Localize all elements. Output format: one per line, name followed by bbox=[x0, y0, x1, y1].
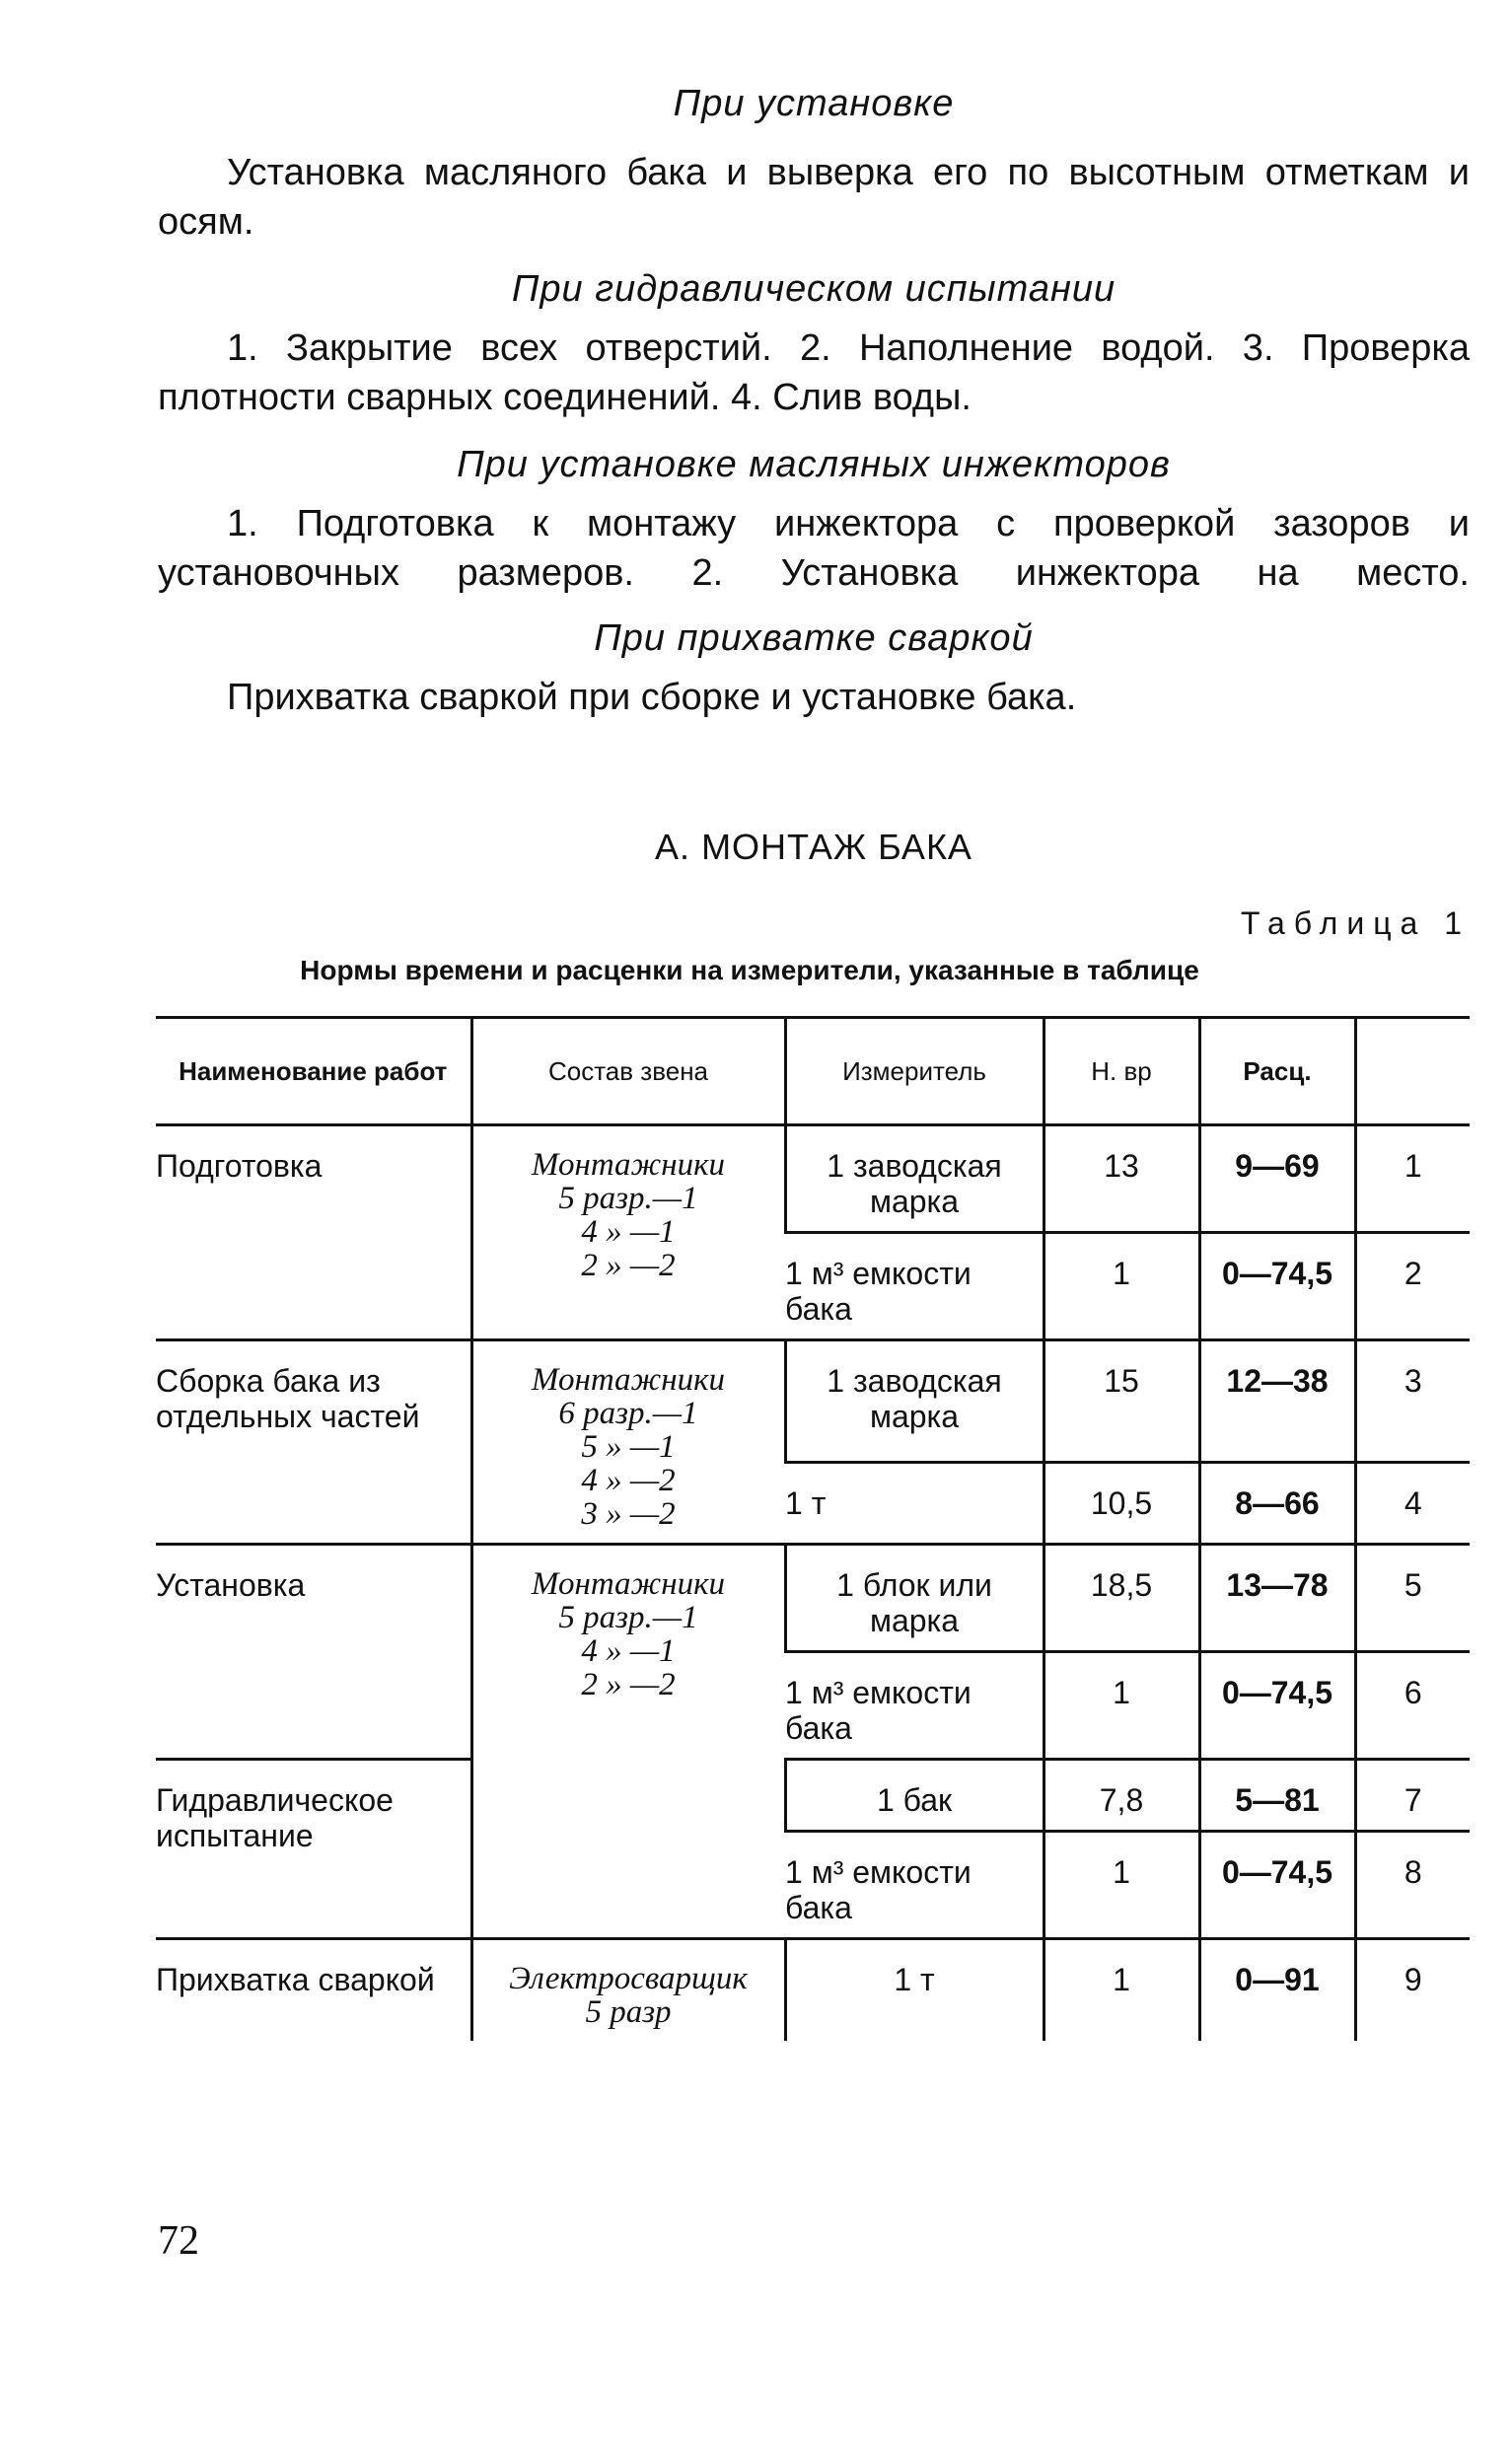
row-number-cell: 2 bbox=[1355, 1233, 1470, 1340]
header-rate: Расц. bbox=[1199, 1018, 1355, 1125]
rate-cell: 0—74,5 bbox=[1199, 1832, 1355, 1939]
rate-cell: 0—74,5 bbox=[1199, 1652, 1355, 1760]
measure-cell: 1 бак bbox=[785, 1760, 1044, 1832]
rate-cell: 5—81 bbox=[1199, 1760, 1355, 1832]
measure-cell: 1 м³ емкости бака bbox=[785, 1233, 1044, 1340]
crew-line: 2 » —2 bbox=[581, 1248, 676, 1283]
crew-line: 5 разр.—1 bbox=[558, 1600, 698, 1635]
header-row-number bbox=[1355, 1018, 1470, 1125]
table-row bbox=[156, 1340, 1470, 1463]
section-text-injectors: 1. Подготовка к монтажу инжектора с проверкой зазоров и установочных размеров. 2. Установка инжектора на место. bbox=[158, 503, 1470, 594]
row-number-cell: 9 bbox=[1355, 1939, 1470, 2042]
rate-cell: 12—38 bbox=[1199, 1340, 1355, 1463]
section-heading-tack-welding: При прихватке сваркой bbox=[594, 617, 1034, 659]
table-row bbox=[156, 1545, 1470, 1652]
work-name-cell: Прихватка сваркой bbox=[156, 1939, 471, 2042]
crew-cell bbox=[471, 1545, 785, 1939]
measure-cell: 1 заводская марка bbox=[785, 1340, 1044, 1463]
rate-cell: 0—91 bbox=[1199, 1939, 1355, 2042]
rate-cell: 0—74,5 bbox=[1199, 1233, 1355, 1340]
header-work-name: Наименование работ bbox=[156, 1018, 471, 1125]
measure-cell: 1 т bbox=[785, 1939, 1044, 2042]
work-name-cell: Подготовка bbox=[156, 1125, 471, 1340]
table-header-row bbox=[156, 1018, 1470, 1125]
crew-line: 4 » —1 bbox=[581, 1214, 676, 1250]
chapter-title: А. МОНТАЖ БАКА bbox=[655, 827, 972, 867]
page-number: 72 bbox=[158, 2218, 199, 2264]
row-number-cell: 8 bbox=[1355, 1832, 1470, 1939]
row-number-cell: 6 bbox=[1355, 1652, 1470, 1760]
crew-line: 2 » —2 bbox=[581, 1667, 676, 1702]
crew-line: 3 » —2 bbox=[581, 1496, 676, 1532]
measure-cell: 1 блок или марка bbox=[785, 1545, 1044, 1652]
section-heading-hydraulic-test: При гидравлическом испытании bbox=[511, 268, 1116, 310]
measure-cell: 1 заводская марка bbox=[785, 1125, 1044, 1233]
crew-line: 5 разр bbox=[585, 1994, 672, 2030]
header-norm-time: Н. вр bbox=[1044, 1018, 1199, 1125]
row-number-cell: 4 bbox=[1355, 1462, 1470, 1544]
crew-cell bbox=[471, 1340, 785, 1545]
measure-cell: 1 т bbox=[785, 1462, 1044, 1544]
section-heading-installation: При установке bbox=[673, 83, 955, 124]
table-caption: Нормы времени и расценки на измерители, указанные в таблице bbox=[300, 955, 1199, 985]
crew-line: 5 разр.—1 bbox=[558, 1181, 698, 1216]
section-text-hydraulic-test: 1. Закрытие всех отверстий. 2. Наполнение водой. 3. Проверка плотности сварных соединений. 4. Слив воды. bbox=[158, 327, 1470, 418]
norm-cell: 1 bbox=[1044, 1832, 1199, 1939]
section-heading-injectors: При установке масляных инжекторов bbox=[457, 444, 1171, 485]
norm-cell: 13 bbox=[1044, 1125, 1199, 1233]
crew-line: 6 разр.—1 bbox=[558, 1396, 698, 1431]
table-row bbox=[156, 1939, 1470, 2042]
work-name-cell: Установка bbox=[156, 1545, 471, 1760]
measure-cell: 1 м³ емкости бака bbox=[785, 1652, 1044, 1760]
table-label: Таблица 1 bbox=[1240, 905, 1471, 941]
section-text-installation: Установка масляного бака и выверка его по высотным отметкам и осям. bbox=[158, 152, 1470, 243]
header-crew: Состав звена bbox=[471, 1018, 785, 1125]
row-number-cell: 3 bbox=[1355, 1340, 1470, 1463]
header-measure: Измеритель bbox=[785, 1018, 1044, 1125]
measure-cell: 1 м³ емкости бака bbox=[785, 1832, 1044, 1939]
crew-cell bbox=[471, 1939, 785, 2042]
work-name-cell: Сборка бака из отдельных частей bbox=[156, 1340, 471, 1545]
row-number-cell: 1 bbox=[1355, 1125, 1470, 1233]
row-number-cell: 7 bbox=[1355, 1760, 1470, 1832]
table-row bbox=[156, 1125, 1470, 1233]
rate-cell: 8—66 bbox=[1199, 1462, 1355, 1544]
norm-cell: 7,8 bbox=[1044, 1760, 1199, 1832]
crew-line: Монтажники bbox=[531, 1362, 726, 1398]
norm-cell: 15 bbox=[1044, 1340, 1199, 1463]
rate-cell: 13—78 bbox=[1199, 1545, 1355, 1652]
table-row bbox=[156, 1760, 1470, 1832]
crew-line: Монтажники bbox=[531, 1147, 726, 1183]
norm-cell: 1 bbox=[1044, 1939, 1199, 2042]
crew-cell bbox=[471, 1125, 785, 1340]
crew-line: Электросварщик bbox=[509, 1961, 748, 1996]
norm-cell: 10,5 bbox=[1044, 1462, 1199, 1544]
crew-line: 4 » —2 bbox=[581, 1463, 676, 1498]
crew-line: 4 » —1 bbox=[581, 1633, 676, 1669]
crew-line: 5 » —1 bbox=[581, 1429, 676, 1465]
norm-cell: 18,5 bbox=[1044, 1545, 1199, 1652]
row-number-cell: 5 bbox=[1355, 1545, 1470, 1652]
norms-table bbox=[156, 1016, 1470, 2041]
norm-cell: 1 bbox=[1044, 1652, 1199, 1760]
crew-line: Монтажники bbox=[531, 1566, 726, 1602]
rate-cell: 9—69 bbox=[1199, 1125, 1355, 1233]
norm-cell: 1 bbox=[1044, 1233, 1199, 1340]
work-name-cell: Гидравлическое испытание bbox=[156, 1760, 471, 1939]
section-text-tack-welding: Прихватка сваркой при сборке и установке бака. bbox=[227, 677, 1077, 718]
